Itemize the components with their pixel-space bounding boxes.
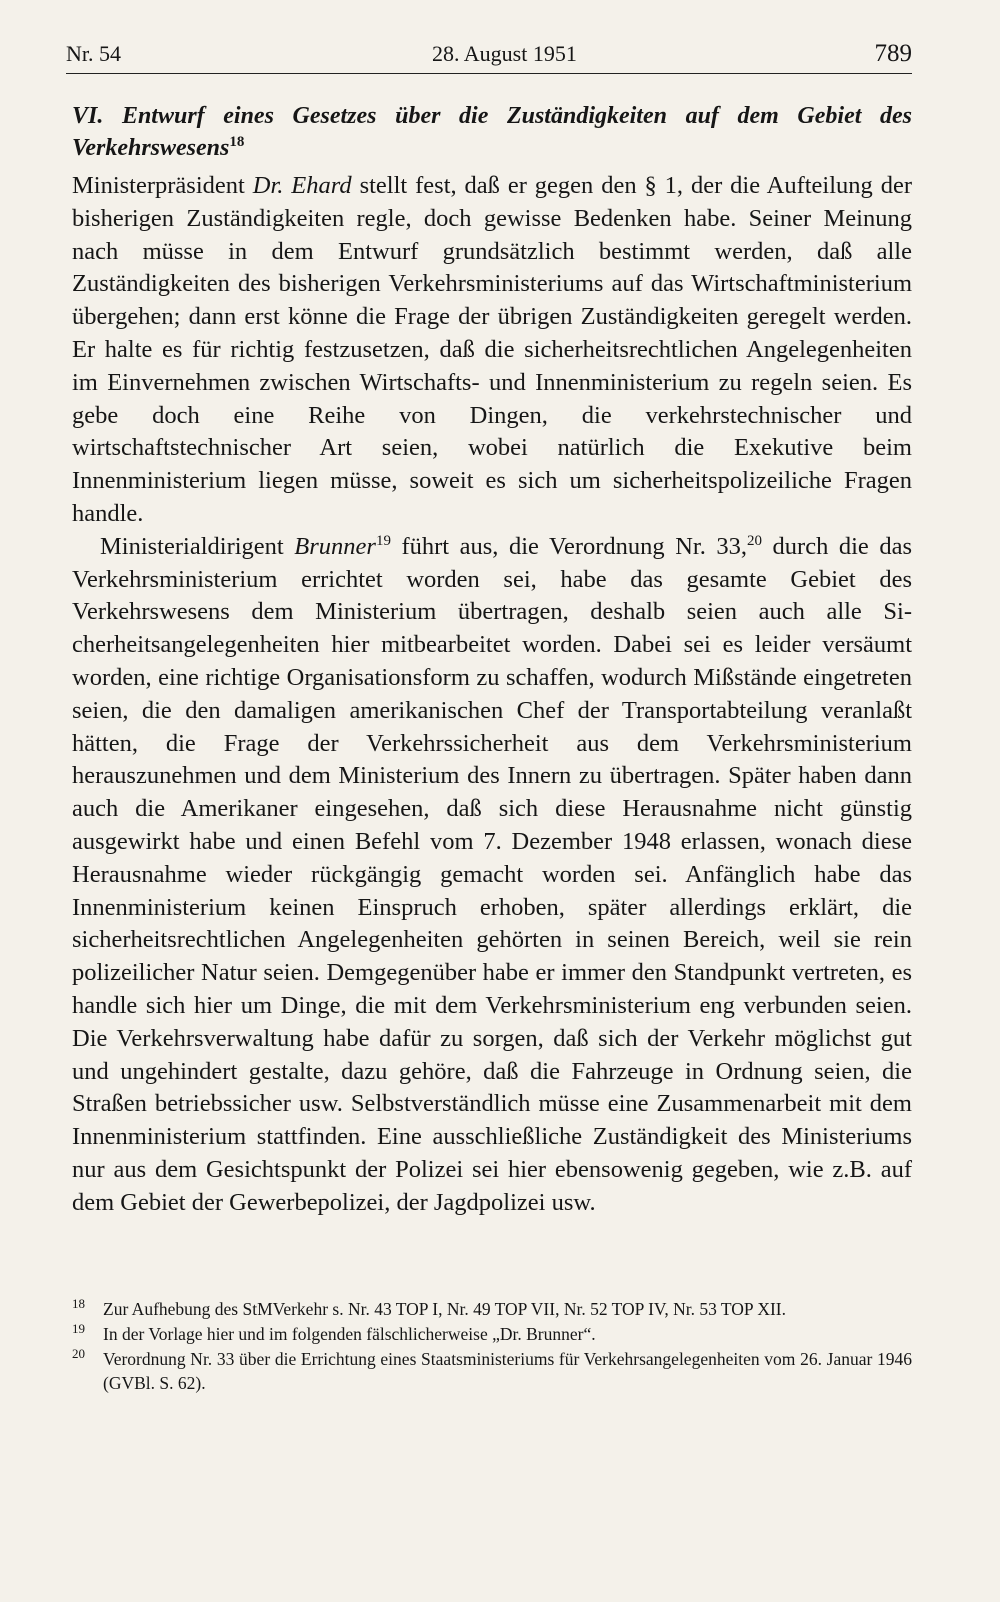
footnote-mark-20: 20 — [747, 532, 762, 549]
speaker-ehard: Dr. Ehard — [252, 172, 352, 199]
section-heading — [72, 100, 912, 164]
paragraph-ehard — [72, 170, 912, 531]
speaker-brunner: Brunner — [294, 532, 376, 560]
footnote-text: Verordnung Nr. 33 über die Errichtung eines Staatsministeriums für Verkehrsangelegenheiten vom 26. Januar 1946 (GVBl. S. 62). — [103, 1349, 912, 1393]
footnotes — [72, 1297, 912, 1396]
main-text — [72, 170, 912, 1220]
footnote-19 — [72, 1322, 912, 1346]
paragraph-2-lead: Ministerialdirigent — [100, 532, 295, 560]
footnote-text: Zur Aufhebung des StMVerkehr s. Nr. 43 TOP I, Nr. 49 TOP VII, Nr. 52 TOP IV, Nr. 53 TOP XII. — [103, 1299, 787, 1319]
header-divider — [66, 73, 912, 74]
section-heading-text: VI. Entwurf eines Gesetzes über die Zuständigkeiten auf dem Gebiet des Verkehrswesens — [72, 103, 912, 161]
paragraph-1-lead: Ministerpräsident — [72, 172, 253, 199]
footnote-mark-19: 19 — [375, 532, 391, 549]
footnote-number: 19 — [72, 1321, 85, 1336]
footnote-number: 20 — [72, 1346, 85, 1361]
paragraph-2-body: durch die das Verkehrsministerium errichtet worden sei, habe das gesamte Gebiet des Verkehrswesens dem Ministerium übertragen, deshalb seien auch alle Sicherheitsangelegenheiten hier mitbearbeitet worden. Dabei sei es leider versäumt worden, eine richtige Organisationsform zu schaffen, wodurch Mißstände eingetreten seien, die den damaligen amerikanischen Chef der Transportabteilung veranlaßt hätten, die Frage der Verkehrssicherheit aus dem Verkehrsministerium herauszunehmen und dem Ministerium des Innern zu übertragen. Später haben dann auch die Amerikaner eingesehen, daß sich diese Herausnahme nicht günstig ausgewirkt habe und einen Befehl vom 7. Dezember 1948 erlassen, wonach diese Herausnahme wieder rückgängig gemacht worden sei. Anfänglich habe das Innenministerium keinen Einspruch erhoben, später allerdings erklärt, die sicherheitsrechtlichen Angelegenheiten gehörten in seinen Bereich, weil sie rein polizeilicher Natur seien. Demgegenüber habe er immer den Standpunkt vertreten, es handle sich hier um Dinge, die mit dem Verkehrsministerium eng verbunden seien. Die Verkehrsverwaltung habe dafür zu sorgen, daß sich der Verkehr möglichst gut und ungehindert gestalte, dazu gehöre, daß die Fahrzeuge in Ordnung seien, die Straßen betriebssicher usw. Selbstverständlich müsse eine Zusammenarbeit mit dem Innenministerium stattfinden. Eine ausschließliche Zuständigkeit des Ministeriums nur aus dem Gesichtspunkt der Polizei sei hier ebensowenig gegeben, wie z.B. auf dem Gebiet der Gewerbepolizei, der Jagdpolizei usw. — [72, 532, 912, 1216]
footnote-text: In der Vorlage hier und im folgenden fälschlicherweise „Dr. Brunner“. — [103, 1324, 596, 1344]
paragraph-brunner — [72, 531, 912, 1220]
paragraph-2-middle: führt aus, die Verordnung Nr. 33, — [390, 532, 747, 560]
footnote-18 — [72, 1297, 912, 1321]
paragraph-1-body: stellt fest, daß er gegen den § 1, der die Aufteilung der bisherigen Zuständigkeiten regle, doch gewisse Bedenken habe. Seiner Meinung nach müsse in dem Entwurf grundsätzlich bestimmt werden, daß alle Zuständigkeiten des bisherigen Verkehrsministeriums auf das Wirtschaftministerium übergehen; dann erst könne die Frage der übrigen Zuständigkeiten geregelt werden. Er halte es für richtig festzusetzen, daß die sicherheitsrechtlichen Angelegenheiten im Einvernehmen zwischen Wirtschafts- und Innenministerium zu regeln seien. Es gebe doch eine Reihe von Dingen, die verkehrstechnischer und wirtschaftstechnischer Art seien, wobei natürlich die Exekutive beim Innenministerium liegen müsse, soweit es sich um sicherheitspolizeiliche Fragen handle. — [72, 172, 912, 527]
issue-number: Nr. 54 — [66, 41, 121, 66]
footnote-number: 18 — [72, 1296, 85, 1311]
session-date: 28. August 1951 — [432, 41, 577, 66]
running-header — [66, 38, 912, 74]
heading-footnote-mark: 18 — [229, 134, 245, 150]
page-number: 789 — [874, 40, 912, 67]
footnote-20 — [72, 1347, 912, 1395]
